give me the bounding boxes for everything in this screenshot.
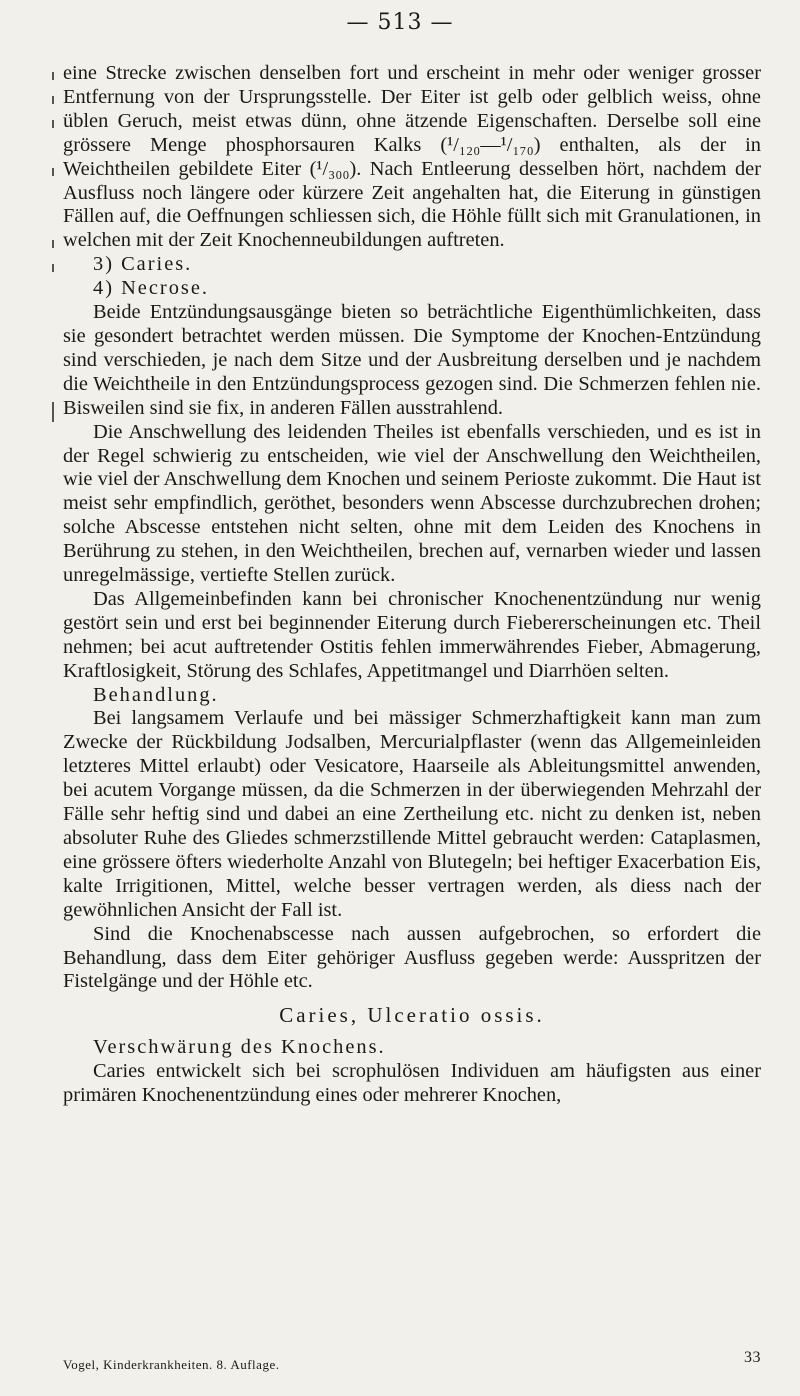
footer [63,1349,761,1373]
section-subtitle: Verschwärung des Knochens. [93,1036,386,1059]
page-number: — 513 — [346,10,454,35]
paragraph-5: Bei langsamem Verlaufe und bei mässiger Schmerzhaftigkeit kann man zum Zwecke der Rückbildung Jodsalben, Mercurialpflaster (wenn das Allgemeinleiden letzteres Mittel erlaubt) oder Vesicatore, Haarseile als Ableitungsmittel anwenden, bei acutem Vorgange müssen, da die Schmerzen in der überwiegenden Mehrzahl der Fälle sehr heftig sind und dabei an eine Zertheilung etc. nicht zu denken ist, neben absoluter Ruhe des Gliedes schmerzstillende Mittel gebraucht werden: Cataplasmen, eine grössere öfters wiederholte Anzahl von Blutegeln; bei heftiger Exacerbation Eis, kalte Irrigitionen, Mittel, welche besser vertragen werden, als diess nach der gewöhnlichen Ansicht der Fall ist. [63,707,761,921]
paragraph-3: Die Anschwellung des leidenden Theiles ist ebenfalls verschieden, und es ist in der Regel schwierig zu entscheiden, wie viel der Anschwellung den Weichtheilen, wie viel der Anschwellung dem Knochen und seinem Perioste zukommt. Die Haut ist meist sehr empfindlich, geröthet, besonders wenn Abscesse durchzubrechen drohen; solche Abscesse entstehen nicht selten, ohne mit dem Leiden des Knochens in Berührung zu stehen, in den Weichtheilen, brechen auf, vernarben wieder und lassen unregelmässige, vertiefte Stellen zurück. [63,420,761,587]
footer-signature: Vogel, Kinderkrankheiten. 8. Auflage. [63,1357,280,1372]
main-text [63,62,761,1108]
paragraph-2: Beide Entzündungsausgänge bieten so beträchtliche Eigenthümlichkeiten, dass sie gesondert betrachtet werden müssen. Die Symptome der Knochen-Entzündung sind verschieden, je nach dem Sitze und der Ausbreitung derselben und je nachdem die Weichtheile in den Entzündungsprocess gezogen sind. Die Schmerzen fehlen nie. Bisweilen sind sie fix, in anderen Fällen ausstrahlend. [63,301,761,419]
list-item-necrose: 4) Necrose. [93,277,209,300]
list-item-caries: 3) Caries. [93,253,193,276]
paragraph-6: Sind die Knochenabscesse nach aussen aufgebrochen, so erfordert die Behandlung, dass dem Eiter gehöriger Ausfluss gegeben werde: Ausspritzen der Fistelgänge und der Höhle etc. [63,922,761,993]
footer-sheet-number: 33 [744,1349,761,1366]
paragraph-1: eine Strecke zwischen denselben fort und erscheint in mehr oder weniger grosser Entfernung von der Ursprungsstelle. Der Eiter ist gelb oder gelblich weiss, ohne üblen Geruch, meist etwas dünn, ohne ätzende Eigenschaften. Derselbe soll eine grössere Menge phosphorsauren Kalks (¹/₁₂₀—¹/₁₇₀) enthalten, als der in Weichtheilen gebildete Eiter (¹/₃₀₀). Nach Entleerung desselben hört, nachdem der Ausfluss noch längere oder kürzere Zeit angehalten hat, die Eiterung in günstigen Fällen auf, die Oeffnungen schliessen sich, die Höhle füllt sich mit Granulationen, in welchen mit der Zeit Knochenneubildungen auftreten. [63,62,761,252]
section-title: Caries, Ulceratio ossis. [279,1003,545,1028]
heading-behandlung: Behandlung. [93,683,219,706]
paragraph-7: Caries entwickelt sich bei scrophulösen Individuen am häufigsten aus einer primären Knochenentzündung eines oder mehrerer Knochen, [63,1060,761,1107]
paragraph-4: Das Allgemeinbefinden kann bei chronischer Knochenentzündung nur wenig gestört sein und erst bei beginnender Eiterung durch Fiebererscheinungen etc. Theil nehmen; bei acut auftretender Ostitis fehlen immerwährendes Fieber, Abmagerung, Kraftlosigkeit, Störung des Schlafes, Appetitmangel und Diarrhöen selten. [63,587,761,682]
